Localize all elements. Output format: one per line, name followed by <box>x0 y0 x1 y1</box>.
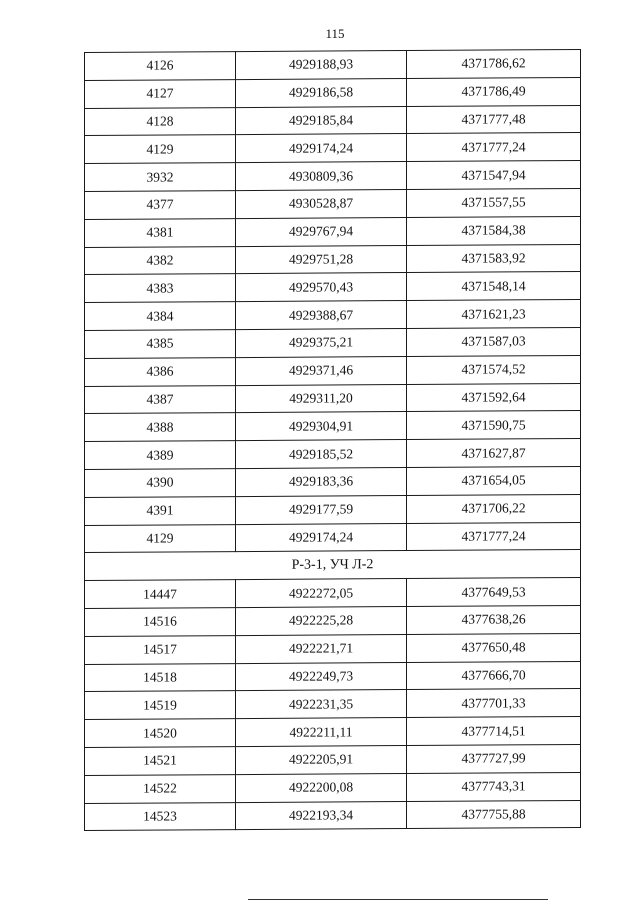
x-coordinate-cell: 4929311,20 <box>236 384 407 413</box>
point-number-cell: 14521 <box>85 746 236 775</box>
y-coordinate-cell: 4371777,24 <box>407 522 581 551</box>
point-number-cell: 4381 <box>85 218 236 247</box>
x-coordinate-cell: 4929185,52 <box>236 440 407 469</box>
y-coordinate-cell: 4377638,26 <box>407 605 581 634</box>
table-row <box>85 272 581 303</box>
x-coordinate-cell: 4929188,93 <box>236 51 407 80</box>
page-number: 115 <box>325 26 345 41</box>
point-number-cell: 4383 <box>85 274 236 303</box>
y-coordinate-cell: 4371777,48 <box>407 105 581 134</box>
y-coordinate-cell: 4371557,55 <box>407 188 581 217</box>
y-coordinate-cell: 4377649,53 <box>407 578 581 607</box>
y-coordinate-cell: 4377701,33 <box>407 689 581 718</box>
point-number-cell: 14522 <box>85 774 236 803</box>
y-coordinate-cell: 4371777,24 <box>407 133 581 162</box>
x-coordinate-cell: 4929174,24 <box>236 134 407 163</box>
x-coordinate-cell: 4929371,46 <box>236 356 407 385</box>
table-row <box>85 133 581 164</box>
x-coordinate-cell: 4922211,11 <box>236 718 407 747</box>
point-number-cell: 4128 <box>85 107 236 136</box>
table-row <box>85 411 581 442</box>
table-row <box>85 661 581 692</box>
point-number-cell: 14447 <box>85 580 236 609</box>
y-coordinate-cell: 4371654,05 <box>407 466 581 495</box>
x-coordinate-cell: 4922272,05 <box>236 579 407 608</box>
table-row <box>85 49 581 80</box>
y-coordinate-cell: 4371574,52 <box>407 355 581 384</box>
point-number-cell: 4382 <box>85 246 236 275</box>
y-coordinate-cell: 4377714,51 <box>407 717 581 746</box>
point-number-cell: 4385 <box>85 330 236 359</box>
point-number-cell: 14523 <box>85 802 236 831</box>
x-coordinate-cell: 4929375,21 <box>236 328 407 357</box>
x-coordinate-cell: 4929174,24 <box>236 523 407 552</box>
table-row <box>85 188 581 219</box>
section-label: Р-3-1, УЧ Л-2 <box>85 550 581 581</box>
x-coordinate-cell: 4929767,94 <box>236 217 407 246</box>
point-number-cell: 14516 <box>85 608 236 637</box>
y-coordinate-cell: 4371583,92 <box>407 244 581 273</box>
x-coordinate-cell: 4922231,35 <box>236 690 407 719</box>
y-coordinate-cell: 4377743,31 <box>407 772 581 801</box>
y-coordinate-cell: 4371706,22 <box>407 494 581 523</box>
y-coordinate-cell: 4377650,48 <box>407 633 581 662</box>
point-number-cell: 14520 <box>85 719 236 748</box>
x-coordinate-cell: 4922193,34 <box>236 801 407 830</box>
x-coordinate-cell: 4929751,28 <box>236 245 407 274</box>
x-coordinate-cell: 4922205,91 <box>236 745 407 774</box>
table-row <box>85 522 581 553</box>
point-number-cell: 4384 <box>85 302 236 331</box>
table-row <box>85 605 581 636</box>
x-coordinate-cell: 4922225,28 <box>236 606 407 635</box>
table-row <box>85 744 581 775</box>
y-coordinate-cell: 4377666,70 <box>407 661 581 690</box>
y-coordinate-cell: 4371590,75 <box>407 411 581 440</box>
y-coordinate-cell: 4371592,64 <box>407 383 581 412</box>
table-row <box>85 161 581 192</box>
x-coordinate-cell: 4922249,73 <box>236 662 407 691</box>
point-number-cell: 4129 <box>85 135 236 164</box>
table-row <box>85 383 581 414</box>
x-coordinate-cell: 4929177,59 <box>236 495 407 524</box>
table-row <box>85 439 581 470</box>
x-coordinate-cell: 4929186,58 <box>236 78 407 107</box>
x-coordinate-cell: 4929570,43 <box>236 273 407 302</box>
y-coordinate-cell: 4371547,94 <box>407 161 581 190</box>
point-number-cell: 14519 <box>85 691 236 720</box>
point-number-cell: 4126 <box>85 52 236 81</box>
point-number-cell: 14517 <box>85 635 236 664</box>
table-row <box>85 77 581 108</box>
table-row <box>85 689 581 720</box>
table-row <box>85 494 581 525</box>
y-coordinate-cell: 4371584,38 <box>407 216 581 245</box>
coordinates-table <box>84 49 581 831</box>
y-coordinate-cell: 4371587,03 <box>407 327 581 356</box>
y-coordinate-cell: 4371786,62 <box>407 49 581 78</box>
table-row <box>85 633 581 664</box>
point-number-cell: 4127 <box>85 79 236 108</box>
x-coordinate-cell: 4922221,71 <box>236 634 407 663</box>
table-row <box>85 300 581 331</box>
x-coordinate-cell: 4930528,87 <box>236 190 407 219</box>
table-row <box>85 466 581 497</box>
point-number-cell: 4390 <box>85 469 236 498</box>
point-number-cell: 4387 <box>85 385 236 414</box>
y-coordinate-cell: 4371621,23 <box>407 300 581 329</box>
y-coordinate-cell: 4377755,88 <box>407 800 581 829</box>
table-row <box>85 578 581 609</box>
x-coordinate-cell: 4929183,36 <box>236 467 407 496</box>
x-coordinate-cell: 4922200,08 <box>236 773 407 802</box>
point-number-cell: 4389 <box>85 441 236 470</box>
y-coordinate-cell: 4371548,14 <box>407 272 581 301</box>
table-body-after-section <box>85 578 581 831</box>
x-coordinate-cell: 4929388,67 <box>236 301 407 330</box>
point-number-cell: 4391 <box>85 496 236 525</box>
table-row <box>85 355 581 386</box>
section-row <box>85 550 581 581</box>
point-number-cell: 4129 <box>85 524 236 553</box>
table-row <box>85 327 581 358</box>
y-coordinate-cell: 4371786,49 <box>407 77 581 106</box>
table-row <box>85 717 581 748</box>
table-body-before-section <box>85 49 581 552</box>
table-row <box>85 772 581 803</box>
point-number-cell: 3932 <box>85 163 236 192</box>
table-section-header <box>85 550 581 581</box>
table-row <box>85 800 581 831</box>
table-row <box>85 105 581 136</box>
point-number-cell: 4388 <box>85 413 236 442</box>
table-row <box>85 244 581 275</box>
table-row <box>85 216 581 247</box>
x-coordinate-cell: 4930809,36 <box>236 162 407 191</box>
x-coordinate-cell: 4929185,84 <box>236 106 407 135</box>
point-number-cell: 4386 <box>85 357 236 386</box>
x-coordinate-cell: 4929304,91 <box>236 412 407 441</box>
point-number-cell: 4377 <box>85 191 236 220</box>
y-coordinate-cell: 4377727,99 <box>407 744 581 773</box>
bottom-rule <box>248 899 548 900</box>
point-number-cell: 14518 <box>85 663 236 692</box>
y-coordinate-cell: 4371627,87 <box>407 439 581 468</box>
